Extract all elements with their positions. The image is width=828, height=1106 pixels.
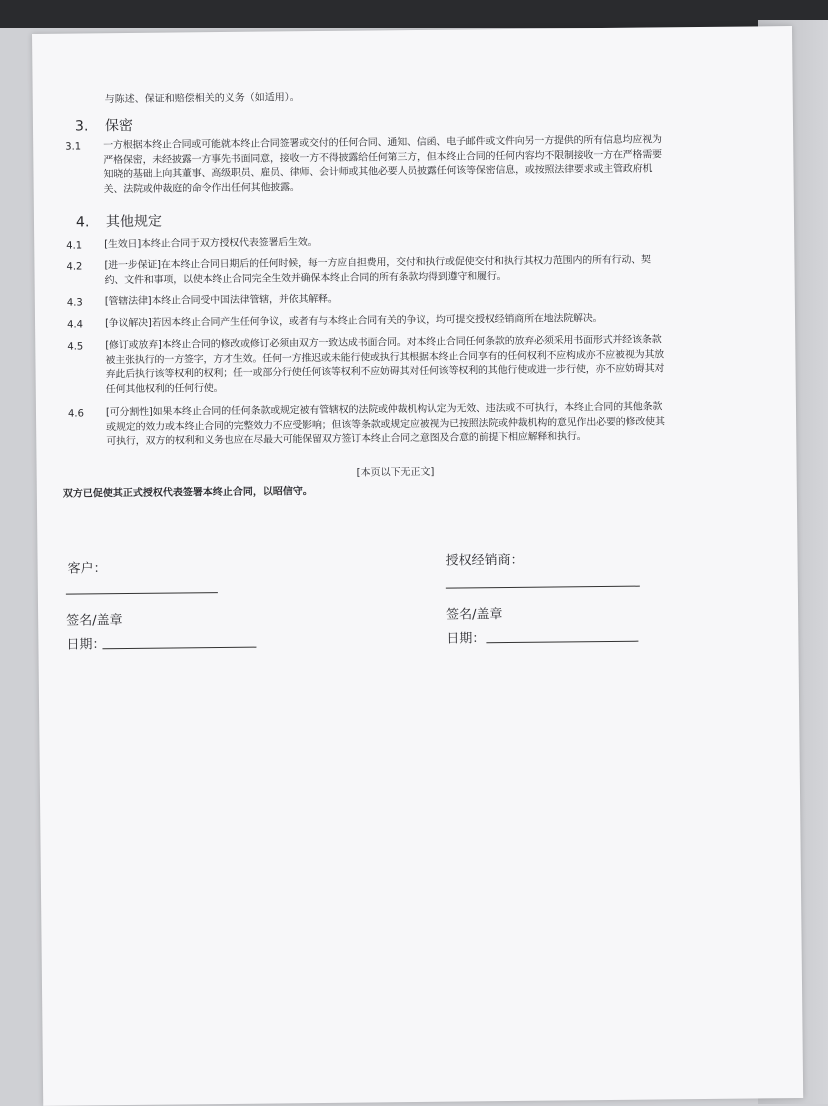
clause-line: [争议解决]若因本终止合同产生任何争议，或者有与本终止合同有关的争议，均可提交授权经销商所在地法院解决。	[105, 313, 603, 330]
clause-line: 或规定的效力或本终止合同的完整效力不应受影响；但该等条款或规定应被视为已按照法院或仲裁机构的意见作出必要的修改使其	[106, 415, 665, 433]
clause-number: 4.3	[66, 297, 83, 309]
clause-4-2	[104, 254, 651, 289]
dealer-date-label: 日期：	[446, 631, 486, 647]
clause-number: 3.1	[65, 141, 82, 153]
clause-line: [管辖法律]本终止合同受中国法律管辖，并依其解释。	[104, 293, 338, 308]
customer-date-label: 日期：	[66, 637, 106, 653]
clause-number: 4.4	[67, 319, 84, 331]
clause-4-1	[104, 236, 317, 253]
clause-line: [进一步保证]在本终止合同日期后的任何时候，每一方应自担费用，交付和执行或促使交付和执行其权力范围内的所有行动、契	[104, 254, 651, 272]
clause-line: [可分割性]如果本终止合同的任何条款或规定被有管辖权的法院或仲裁机构认定为无效、违法或不可执行，本终止合同的其他条款	[105, 401, 663, 419]
clause-line: 严格保密，未经披露一方事先书面同意，接收一方不得披露给任何第三方，但本终止合同的任何内容均不限制接收一方在严格需要	[103, 148, 662, 166]
document-page	[32, 26, 803, 1106]
dealer-signature-line	[446, 586, 640, 589]
clause-line: [生效日]本终止合同于双方授权代表签署后生效。	[104, 237, 318, 251]
clause-line: 被主张执行的一方签字，方才生效。任何一方推迟或未能行使或执行其根据本终止合同享有的任何权利不应构成亦不应被视为其放	[105, 348, 665, 366]
section-4-title: 其他规定	[105, 213, 163, 231]
clause-number: 4.2	[66, 261, 83, 273]
customer-date-line	[102, 647, 256, 650]
clause-line: 弃此后执行该等权利的权利；任一或部分行使任何该等权利不应妨碍其对任何该等权利的其他行使或进一步行使，亦不应妨碍其对	[105, 363, 665, 381]
customer-sign-label: 签名/盖章	[66, 613, 123, 629]
dealer-date-line	[486, 641, 638, 644]
clause-4-4	[105, 312, 603, 332]
background-top-edge	[0, 0, 828, 28]
clause-number: 4.1	[66, 240, 83, 252]
customer-signature-line	[66, 592, 218, 595]
clause-line: 一方根据本终止合同或可能就本终止合同签署或交付的任何合同、通知、信函、电子邮件或文件向另一方提供的所有信息均应视为	[103, 134, 662, 152]
dealer-sign-label: 签名/盖章	[446, 607, 503, 623]
clause-line: 知晓的基础上向其董事、高级职员、雇员、律师、会计师或其他必要人员披露任何该等保密信息，或按照法律要求或主管政府机	[103, 163, 653, 181]
clause-number: 4.5	[67, 341, 84, 353]
section-3-title: 保密	[104, 117, 134, 135]
customer-label: 客户：	[67, 561, 107, 577]
witness-statement: 双方已促使其正式授权代表签署本终止合同，以昭信守。	[62, 486, 313, 500]
clause-4-3	[105, 293, 338, 310]
clause-3-1	[103, 133, 662, 197]
end-note: [本页以下无正文]	[356, 466, 435, 479]
section-3-number: 3.	[74, 118, 89, 135]
clause-4-6	[106, 400, 665, 449]
clause-line: 关、法院或仲裁庭的命令作出任何其他披露。	[103, 181, 300, 195]
section-4-number: 4.	[75, 214, 90, 231]
clause-line: 约、文件和事项，以使本终止合同完全生效并确保本终止合同的所有条款均得到遵守和履行。	[104, 270, 507, 286]
clause-line: 可执行，双方的权利和义务也应在尽最大可能保留双方签订本终止合同之意图及合意的前提下相应解释和执行。	[106, 431, 587, 448]
dealer-label: 授权经销商：	[445, 552, 524, 569]
clause-number: 4.6	[67, 408, 84, 420]
intro-line: 与陈述、保证和赔偿相关的义务（如适用）。	[104, 92, 300, 106]
clause-4-5	[105, 333, 664, 397]
clause-line: 任何其他权利的任何行使。	[105, 382, 224, 395]
clause-line: [修订或放弃]本终止合同的修改或修订必须由双方一致达成书面合同。对本终止合同任何条款的放弃必须采用书面形式并经该条款	[105, 334, 662, 352]
